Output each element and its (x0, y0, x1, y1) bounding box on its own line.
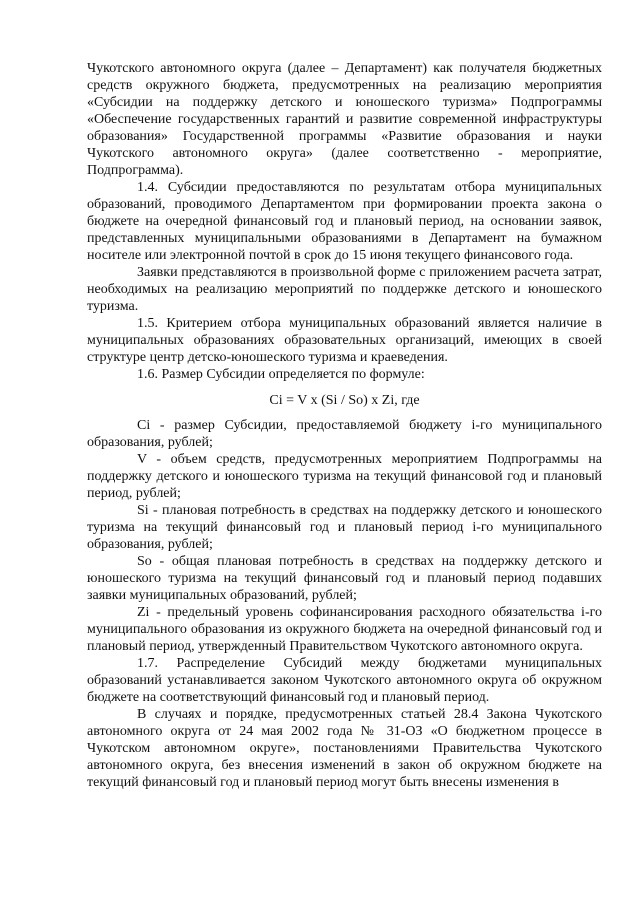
paragraph-def-ci: Ci - размер Субсидии, предоставляемой бюджету i-го муниципального образования, рублей; (87, 418, 602, 450)
paragraph-cases: В случаях и порядке, предусмотренных статьей 28.4 Закона Чукотского автономного округа от 24 мая 2002 года № 31-ОЗ «О бюджетном процессе в Чукотском автономном округе», постановлениями Правительства Чукотского автономного округа, без внесения изменений в закон об окружном бюджете на текущий финансовый год и плановый период могут быть внесены изменения в (87, 707, 602, 790)
paragraph-1-4: 1.4. Субсидии предоставляются по результатам отбора муниципальных образований, проводимого Департаментом при формировании проекта закона о бюджете на очередной финансовый год и плановый период, на основании заявок, представленных муниципальными образованиями в Департамент на бумажном носителе или электронной почтой в срок до 15 июня текущего финансового года. (87, 180, 602, 263)
paragraph-def-v: V - объем средств, предусмотренных мероприятием Подпрограммы на поддержку детского и юношеского туризма на текущий финансовой год и плановый период, рублей; (87, 452, 602, 501)
paragraph-1-5: 1.5. Критерием отбора муниципальных образований является наличие в муниципальных образованиях образовательных организаций, имеющих в своей структуре центр детско-юношеского туризма и краеведения. (87, 316, 602, 365)
paragraph-applications: Заявки представляются в произвольной форме с приложением расчета затрат, необходимых на реализацию мероприятий по поддержке детского и юношеского туризма. (87, 265, 602, 314)
paragraph-def-si: Si - плановая потребность в средствах на поддержку детского и юношеского туризма на текущий финансовый год и плановый период i-го муниципального образования, рублей; (87, 503, 602, 552)
paragraph-1-7: 1.7. Распределение Субсидий между бюджетами муниципальных образований устанавливается законом Чукотского автономного округа об окружном бюджете на соответствующий финансовый год и плановый период. (87, 656, 602, 705)
paragraph-def-zi: Zi - предельный уровень софинансирования расходного обязательства i-го муниципального образования из окружного бюджета на очередной финансовый год и плановый период, утвержденный Правительством Чукотского автономного округа. (87, 605, 602, 654)
document-page (87, 60, 602, 791)
paragraph-1-6: 1.6. Размер Субсидии определяется по формуле: (137, 367, 425, 382)
formula: Ci = V x (Si / So) x Zi, где (269, 393, 420, 408)
paragraph-def-so: So - общая плановая потребность в средствах на поддержку детского и юношеского туризма на текущий финансовый год и плановый период подавших заявки муниципальных образований, рублей; (87, 554, 602, 603)
paragraph-department: Чукотского автономного округа (далее – Департамент) как получателя бюджетных средств окружного бюджета, предусмотренных на реализацию мероприятия «Субсидии на поддержку детского и юношеского туризма» Подпрограммы «Обеспечение государственных гарантий и развитие современной инфраструктуры образования» Государственной программы «Развитие образования и науки Чукотского автономного округа» (далее соответственно - мероприятие, Подпрограмма). (87, 61, 602, 178)
